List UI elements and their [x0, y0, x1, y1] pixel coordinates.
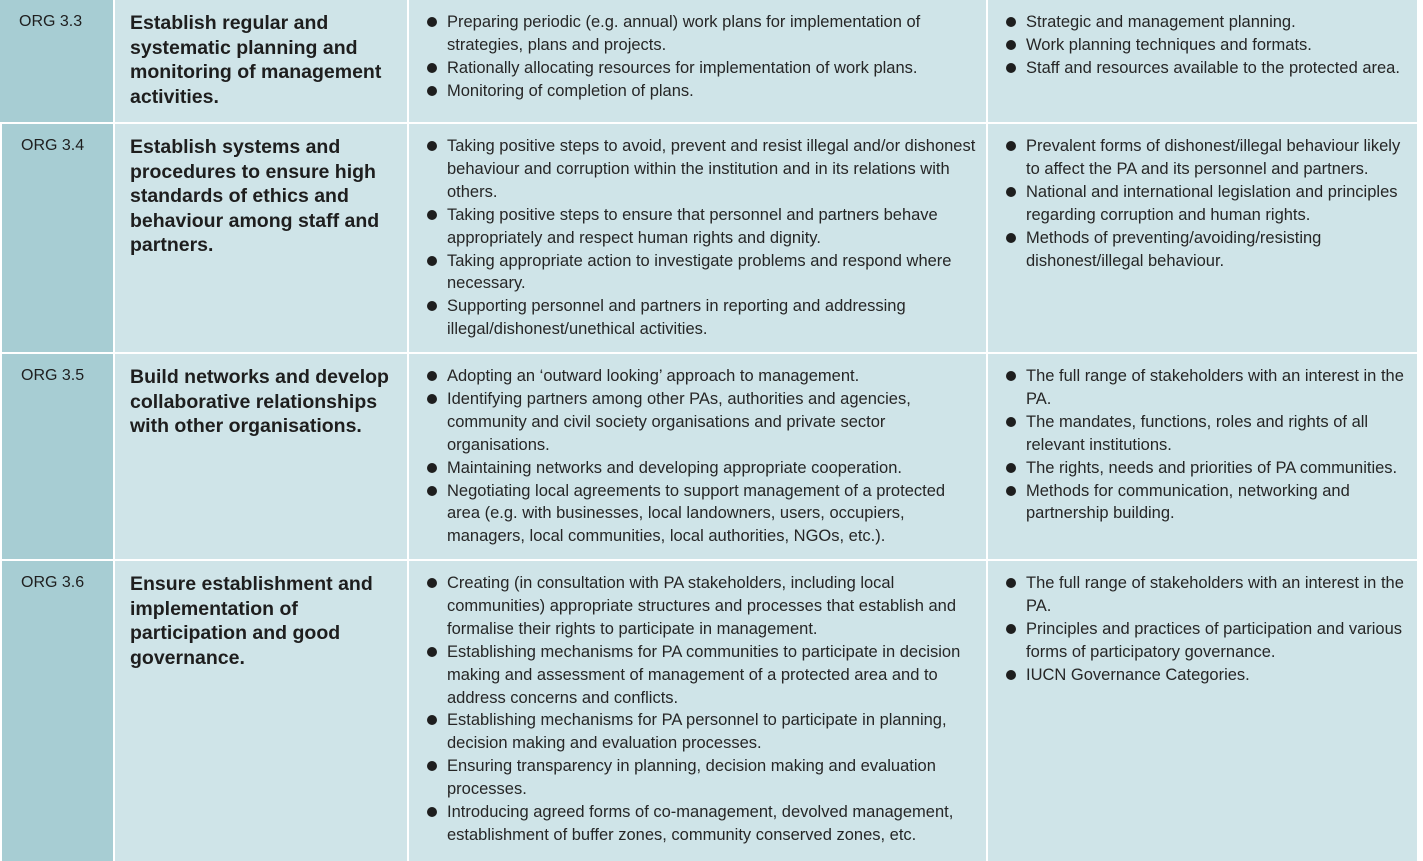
bullet-icon: [427, 301, 437, 311]
row-code: ORG 3.4: [0, 124, 113, 352]
skills-list: [409, 0, 986, 103]
list-item: [1004, 411, 1409, 457]
bullet-icon: [427, 715, 437, 725]
list-item: [425, 641, 978, 710]
list-item: [1004, 457, 1409, 480]
row-title: Build networks and develop collaborative relationships with other organisations.: [113, 354, 407, 559]
bullet-icon: [1006, 624, 1016, 634]
list-item-text: National and international legislation and principles regarding corruption and human rights.: [1026, 182, 1398, 224]
skills-list: [409, 561, 986, 847]
bullet-icon: [1006, 417, 1016, 427]
list-item: [425, 365, 978, 388]
list-item-text: Supporting personnel and partners in reporting and addressing illegal/dishonest/unethical activities.: [447, 297, 906, 339]
bullet-icon: [427, 256, 437, 266]
list-item: [1004, 135, 1409, 181]
list-item-text: Preparing periodic (e.g. annual) work plans for implementation of strategies, plans and projects.: [447, 13, 921, 54]
skills-cell: [407, 124, 986, 352]
list-item-text: Identifying partners among other PAs, authorities and agencies, community and civil society organisations and private sector organisations.: [447, 389, 911, 454]
bullet-icon: [1006, 233, 1016, 243]
skills-list: [409, 354, 986, 548]
row-title: Establish systems and procedures to ensure high standards of ethics and behaviour among staff and partners.: [113, 124, 407, 352]
list-item: [1004, 664, 1409, 687]
bullet-icon: [1006, 141, 1016, 151]
bullet-icon: [1006, 578, 1016, 588]
list-item: [1004, 365, 1409, 411]
knowledge-cell: [986, 0, 1417, 122]
list-item-text: Negotiating local agreements to support management of a protected area (e.g. with businesses, local landowners, users, occupiers, managers, local communities, local authorities, NGOs, etc.).: [447, 481, 946, 546]
list-item-text: Introducing agreed forms of co-management, devolved management, establishment of buffer zones, community conserved zones, etc.: [447, 803, 954, 844]
list-item: [425, 57, 978, 80]
list-item-text: Ensuring transparency in planning, decision making and evaluation processes.: [447, 757, 936, 799]
bullet-icon: [1006, 486, 1016, 496]
knowledge-list: [988, 354, 1417, 525]
bullet-icon: [427, 86, 437, 96]
list-item: [425, 801, 978, 847]
list-item: [1004, 57, 1409, 80]
list-item-text: Methods of preventing/avoiding/resisting dishonest/illegal behaviour.: [1026, 228, 1322, 270]
list-item: [1004, 11, 1409, 34]
list-item-text: Maintaining networks and developing appropriate cooperation.: [447, 458, 902, 477]
bullet-icon: [1006, 40, 1016, 50]
skills-list: [409, 124, 986, 341]
list-item: [1004, 34, 1409, 57]
list-item-text: Taking positive steps to ensure that personnel and partners behave appropriately and respect human rights and dignity.: [447, 205, 938, 247]
row-code: ORG 3.3: [0, 0, 113, 122]
skills-cell: [407, 354, 986, 559]
bullet-icon: [427, 463, 437, 473]
knowledge-cell: [986, 124, 1417, 352]
skills-cell: [407, 0, 986, 122]
list-item-text: Establishing mechanisms for PA personnel to participate in planning, decision making and evaluation processes.: [447, 711, 947, 753]
bullet-icon: [427, 141, 437, 151]
row-title: Ensure establishment and implementation of participation and good governance.: [113, 561, 407, 861]
row-title: Establish regular and systematic planning and monitoring of management activities.: [113, 0, 407, 122]
list-item: [1004, 181, 1409, 227]
list-item-text: Establishing mechanisms for PA communities to participate in decision making and assessment of management of a protected area and to address concerns and conflicts.: [447, 642, 961, 707]
bullet-icon: [427, 371, 437, 381]
list-item-text: Principles and practices of participation and various forms of participatory governance.: [1026, 619, 1403, 661]
list-item-text: Creating (in consultation with PA stakeholders, including local communities) appropriate structures and processes that establish and formalise their rights to participate in management.: [447, 574, 957, 638]
skills-cell: [407, 561, 986, 861]
bullet-icon: [1006, 371, 1016, 381]
list-item: [425, 80, 978, 103]
bullet-icon: [427, 394, 437, 404]
list-item-text: Monitoring of completion of plans.: [447, 81, 694, 100]
knowledge-list: [988, 0, 1417, 80]
row-code: ORG 3.6: [0, 561, 113, 861]
bullet-icon: [427, 210, 437, 220]
list-item-text: The full range of stakeholders with an interest in the PA.: [1026, 367, 1404, 408]
row-code: ORG 3.5: [0, 354, 113, 559]
bullet-icon: [1006, 670, 1016, 680]
list-item: [425, 250, 978, 296]
list-item-text: Adopting an ‘outward looking’ approach to management.: [447, 367, 860, 385]
list-item: [425, 11, 978, 57]
list-item: [425, 709, 978, 755]
knowledge-cell: [986, 561, 1417, 861]
list-item: [425, 755, 978, 801]
list-item: [425, 572, 978, 641]
knowledge-list: [988, 561, 1417, 687]
list-item-text: The rights, needs and priorities of PA communities.: [1026, 458, 1398, 477]
bullet-icon: [1006, 17, 1016, 27]
bullet-icon: [1006, 63, 1016, 73]
knowledge-list: [988, 124, 1417, 272]
list-item: [425, 457, 978, 480]
list-item-text: Staff and resources available to the protected area.: [1026, 58, 1400, 77]
list-item: [425, 204, 978, 250]
bullet-icon: [427, 578, 437, 588]
list-item-text: The mandates, functions, roles and rights of all relevant institutions.: [1026, 412, 1369, 454]
list-item-text: The full range of stakeholders with an interest in the PA.: [1026, 574, 1404, 615]
list-item-text: Methods for communication, networking and partnership building.: [1026, 481, 1350, 523]
bullet-icon: [427, 807, 437, 817]
list-item: [425, 295, 978, 341]
knowledge-cell: [986, 354, 1417, 559]
list-item: [1004, 227, 1409, 273]
list-item-text: Prevalent forms of dishonest/illegal behaviour likely to affect the PA and its personnel and partners.: [1026, 137, 1401, 178]
bullet-icon: [1006, 187, 1016, 197]
list-item: [1004, 480, 1409, 526]
list-item-text: Work planning techniques and formats.: [1026, 35, 1312, 54]
list-item: [1004, 618, 1409, 664]
list-item: [425, 388, 978, 457]
list-item-text: IUCN Governance Categories.: [1026, 665, 1250, 684]
list-item-text: Taking appropriate action to investigate problems and respond where necessary.: [447, 251, 952, 293]
list-item-text: Rationally allocating resources for implementation of work plans.: [447, 58, 918, 77]
list-item: [1004, 572, 1409, 618]
bullet-icon: [1006, 463, 1016, 473]
bullet-icon: [427, 17, 437, 27]
bullet-icon: [427, 761, 437, 771]
bullet-icon: [427, 63, 437, 73]
bullet-icon: [427, 647, 437, 657]
list-item: [425, 480, 978, 549]
list-item-text: Taking positive steps to avoid, prevent and resist illegal and/or dishonest behaviour and corruption within the institution and in its relations with others.: [447, 137, 976, 201]
list-item: [425, 135, 978, 204]
list-item-text: Strategic and management planning.: [1026, 13, 1296, 31]
bullet-icon: [427, 486, 437, 496]
